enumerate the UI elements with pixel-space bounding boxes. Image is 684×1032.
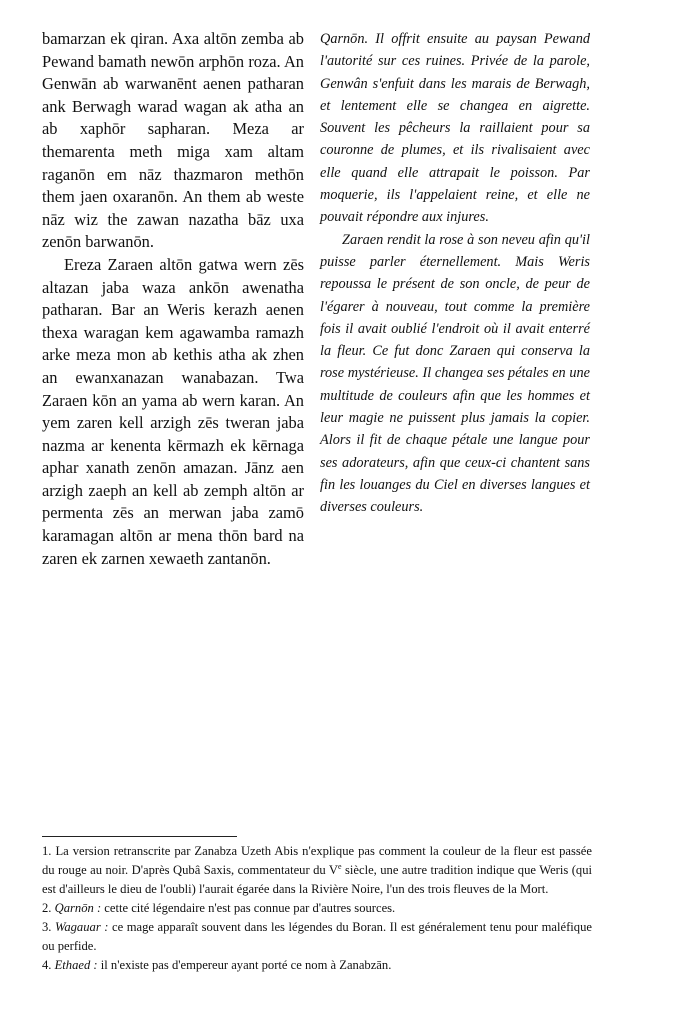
footnote-2-text: cette cité légendaire n'est pas connue par d'autres sources. <box>101 901 396 915</box>
right-paragraph-2: Zaraen rendit la rose à son neveu afin qu'il puisse parler éternellement. Mais Weris repoussa le présent de son oncle, de peur de l'égarer à nouveau, tout comme la première fois il avait oublié l'endroit où il avait enterré la fleur. Ce fut donc Zaraen qui conserva la rose mystérieuse. Il changea ses pétales en une multitude de couleurs afin que les hommes et leur magie ne puissent plus jamais la copier. Alors il fit de chaque pétale une langue pour ses adorateurs, afin que ceux-ci chantent sans fin les louanges du Ciel en diverses langues et diverses couleurs. <box>320 231 590 516</box>
footnote-3-term: Wagauar : <box>55 920 109 934</box>
footnote-divider <box>42 836 237 837</box>
footnote-4 <box>42 956 592 975</box>
footnote-3-number: 3. <box>42 920 52 934</box>
footnote-4-number: 4. <box>42 958 52 972</box>
right-paragraph-1: Qarnōn. Il offrit ensuite au paysan Pewand l'autorité sur ces ruines. Privée de la parole, Genwân s'enfuit dans les marais de Berwagh, et lentement elle se changea en aigrette. Souvent les pêcheurs la raillaient pour sa couronne de plumes, et ils rivalisaient avec elle quand elle attrapait le poisson. Par moquerie, ils l'appelaient reine, et elle ne pouvait répondre aux injures. <box>320 31 590 226</box>
footnote-3 <box>42 918 592 956</box>
footnote-1 <box>42 842 592 899</box>
footnote-1-number: 1. <box>42 844 52 858</box>
footnote-1-text-after: siècle, une autre tradition indique que Weris (qui est d'ailleurs le dieu de l'oubli) l'aurait égarée dans la Rivière Noire, l'un des trois fleuves de la Mort. <box>42 863 592 896</box>
left-paragraph-2: Ereza Zaraen altōn gatwa wern zēs altazan jaba waza ankōn awenatha patharan. Bar an Weris kerazh aenen thexa waragan kem agawamba ramazh arke meza mon ab kethis atha ak zhen an ewanxanazan wanabazan. Twa Zaraen kōn an yama ab wern karan. An yem zaren kell arzigh zēs tweran jaba nazma ar kenenta kērmazh ek kērnaga aphar xanath zenōn amazan. Jānz aen arzigh zaeph an kell ab zemph altōn ar permenta zēs an merwan jaba zamō karamagan altōn ar mena thōn bard na zaren ek zarnen xewaeth zantanōn. <box>42 254 304 568</box>
left-paragraph-1: bamarzan ek qiran. Axa altōn zemba ab Pewand bamath newōn arphōn roza. An Genwān ab warwanēnt aenen patharan ank Berwagh warad wagan ak atha an ab xaphōr sapharan. Meza ar themarenta meth miga xam altam raganōn em nāz thazmaron methōn them jaen oxaranōn. An them ab weste nāz wiz the zawan nazatha bāz uxa zenōn barwanōn. <box>42 29 304 252</box>
left-column-text <box>42 28 304 570</box>
right-column-text <box>320 28 590 519</box>
footnote-1-text-before: La version retranscrite par Zanabza Uzeth Abis n'explique pas comment la couleur de la fleur est passée du rouge au noir. D'après Qubâ Saxis, commentateur du V <box>42 844 592 877</box>
footnote-2 <box>42 899 592 918</box>
footnote-4-term: Ethaed : <box>54 958 98 972</box>
footnote-4-text: il n'existe pas d'empereur ayant porté ce nom à Zanabzān. <box>97 958 392 972</box>
footnote-1-superscript: e <box>338 861 342 871</box>
footnote-2-number: 2. <box>42 901 52 915</box>
footnote-3-text: ce mage apparaît souvent dans les légendes du Boran. Il est généralement tenu pour maléfique ou perfide. <box>42 920 592 953</box>
footnote-2-term: Qarnōn : <box>54 901 102 915</box>
footnotes-section <box>42 842 592 975</box>
